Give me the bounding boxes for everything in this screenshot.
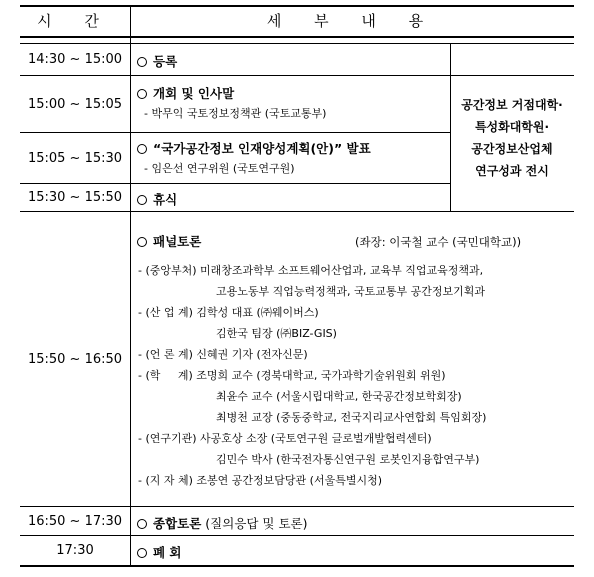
time-cell: 15:30 ~ 15:50 — [27, 190, 123, 205]
panel-line: - (산 업 계) 김학성 대표 (㈜웨이버스) — [138, 306, 319, 319]
time-cell: 15:50 ~ 16:50 — [27, 351, 123, 367]
time-cell: 14:30 ~ 15:00 — [27, 52, 123, 67]
exhibition-note — [450, 75, 574, 201]
time-cell: 15:00 ~ 15:05 — [27, 96, 123, 112]
panel-line: 김민수 박사 (한국전자통신연구원 로봇인지융합연구부) — [216, 453, 480, 466]
header-details: 세 부 내 용 — [266, 12, 438, 30]
exhibition-note-line: 특성화대학원· — [474, 120, 550, 134]
header-time: 시 간 — [37, 12, 113, 30]
agenda-title: 패널토론 — [153, 234, 202, 249]
agenda-item — [137, 232, 201, 250]
panel-line: 최윤수 교수 (서울시립대학교, 한국공간정보학회장) — [216, 390, 462, 403]
agenda-title-extra: (질의응답 및 토론) — [201, 516, 308, 531]
agenda-item — [137, 139, 371, 157]
agenda-item — [137, 52, 177, 70]
panel-line: - (연구기관) 사공호상 소장 (국토연구원 글로벌개발협력센터) — [138, 432, 432, 445]
agenda-item — [137, 84, 234, 102]
exhibition-note-line: 연구성과 전시 — [475, 164, 549, 178]
circle-bullet-icon — [137, 89, 147, 99]
agenda-item — [137, 190, 177, 208]
agenda-item — [137, 543, 182, 561]
panel-line: 최병천 교장 (중동중학교, 전국지리교사연합회 특임회장) — [216, 411, 487, 424]
column-divider — [130, 5, 131, 566]
agenda-title: 폐 회 — [153, 545, 182, 560]
time-cell: 17:30 — [56, 543, 94, 558]
exhibition-note-line: 공간정보산업체 — [471, 142, 553, 156]
time-cell: 15:05 ~ 15:30 — [27, 150, 123, 166]
agenda-title: 개회 및 인사말 — [153, 86, 235, 101]
agenda-title: 종합토론 — [153, 516, 202, 531]
circle-bullet-icon — [137, 519, 147, 529]
header-divider — [20, 36, 574, 38]
circle-bullet-icon — [137, 548, 147, 558]
panel-line: - (중앙부처) 미래창조과학부 소프트웨어산업과, 교육부 직업교육정책과, — [138, 264, 484, 277]
exhibition-note-line: 공간정보 거점대학· — [461, 98, 563, 112]
panel-chair: (좌장: 이국철 교수 (국민대학교)) — [355, 235, 522, 249]
panel-line: - (학 계) 조명희 교수 (경북대학교, 국가과학기술위원회 위원) — [138, 369, 446, 382]
panel-line: 김한국 팀장 (㈜BIZ-GIS) — [216, 327, 337, 340]
panel-line: 고용노동부 직업능력정책과, 국토교통부 공간정보기획과 — [216, 285, 486, 298]
agenda-title: 등록 — [153, 54, 178, 69]
circle-bullet-icon — [137, 195, 147, 205]
agenda-title: “국가공간정보 인재양성계획(안)” 발표 — [153, 141, 371, 156]
agenda-speaker: - 임은선 연구위원 (국토연구원) — [144, 162, 295, 175]
panel-line: - (지 자 체) 조봉연 공간정보담당관 (서울특별시청) — [138, 474, 383, 487]
panel-line: - (언 론 계) 신혜권 기자 (전자신문) — [138, 348, 308, 361]
table-bottom-border — [20, 565, 574, 567]
time-cell: 16:50 ~ 17:30 — [27, 513, 123, 529]
agenda-item — [137, 514, 308, 532]
agenda-title: 휴식 — [153, 192, 178, 207]
circle-bullet-icon — [137, 237, 147, 247]
agenda-speaker: - 박무익 국토정보정책관 (국토교통부) — [144, 107, 327, 120]
circle-bullet-icon — [137, 57, 147, 67]
circle-bullet-icon — [137, 144, 147, 154]
